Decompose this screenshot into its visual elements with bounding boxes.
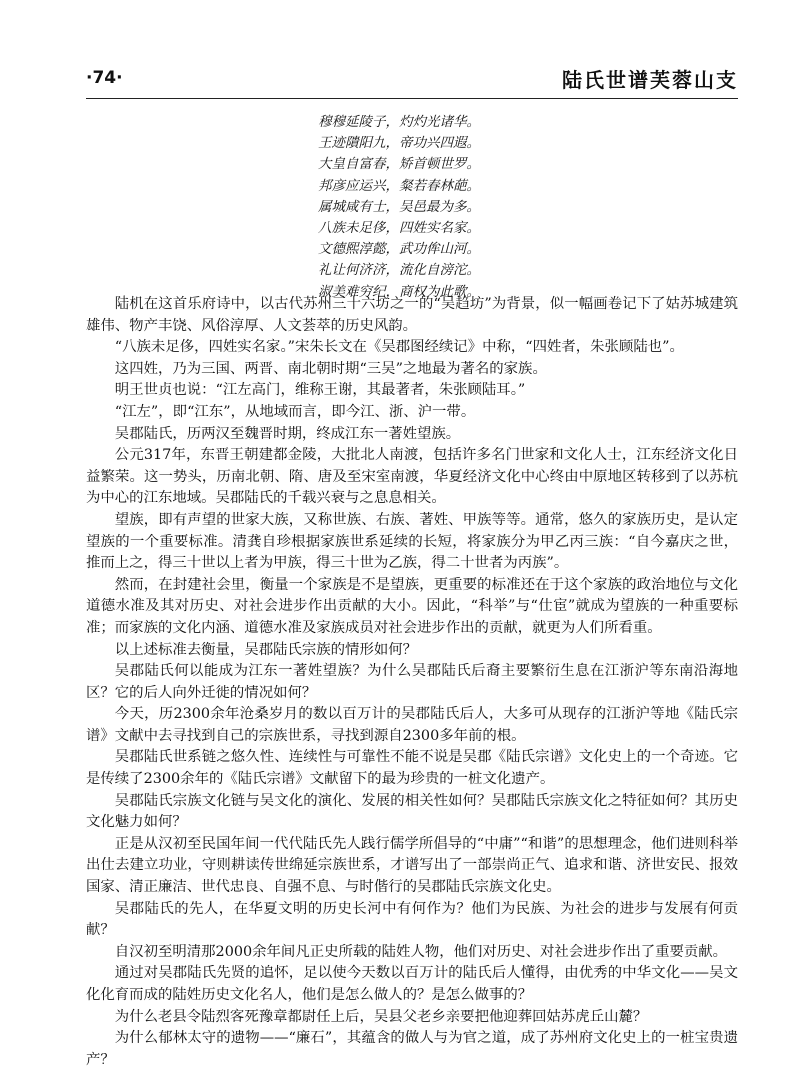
paragraph: 公元317年，东晋王朝建都金陵，大批北人南渡，包括许多名门世家和文化人士，江东经济文化日益繁荣。这一势头，历南北朝、隋、唐及至宋室南渡，华夏经济文化中心终由中原地区转移到了以苏杭为中心的江东地域。吴郡陆氏的千载兴衰与之息息相关。 <box>86 447 738 507</box>
poem-line: 淑美难穷纪，商权为此歌。 <box>318 283 480 300</box>
paragraph: 正是从汉初至民国年间一代代陆氏先人践行儒学所倡导的“中庸”“和谐”的思想理念，他们进则科举出仕去建立功业，守则耕读传世绵延宗族世系，才谱写出了一部崇尚正气、追求和谐、济世安民、报效国家、清正廉洁、世代忠良、自强不息、与时偕行的吴郡陆氏宗族文化史。 <box>86 835 738 896</box>
poem-line: 八族未足侈，四姓实名家。 <box>318 220 480 237</box>
paragraph: 今天，历2300余年沧桑岁月的数以百万计的吴郡陆氏后人，大多可从现存的江浙沪等地《陆氏宗谱》文献中去寻找到自己的宗族世系，寻找到源自2300多年前的根。 <box>86 706 738 744</box>
paragraph: 吴郡陆氏宗族文化链与吴文化的演化、发展的相关性如何？吴郡陆氏宗族文化之特征如何？其历史文化魅力如何？ <box>86 792 738 831</box>
paragraph: 吴郡陆氏的先人，在华夏文明的历史长河中有何作为？他们为民族、为社会的进步与发展有何贡献？ <box>86 900 738 939</box>
poem-line: 礼让何济济，流化自滂沱。 <box>318 262 480 279</box>
paragraph: 通过对吴郡陆氏先贤的追怀，足以使今天数以百万计的陆氏后人懂得，由优秀的中华文化——吴文化化育而成的陆姓历史文化名人，他们是怎么做人的？是怎么做事的？ <box>86 965 738 1003</box>
poem-line: 属城咸有士，吴邑最为多。 <box>318 198 480 215</box>
poem-line: 文德熙淳懿，武功侔山河。 <box>318 241 480 258</box>
paragraph: “八族未足侈，四姓实名家。”宋朱长文在《吴郡图经续记》中称，“四姓者，朱张顾陆也”。 <box>114 339 684 356</box>
poem-line: 邦彦应运兴，粲若春林葩。 <box>318 177 480 194</box>
paragraph: 以上述标准去衡量，吴郡陆氏宗族的情形如何？ <box>114 641 418 658</box>
paragraph: 吴郡陆氏世系链之悠久性、连续性与可靠性不能不说是吴郡《陆氏宗谱》文化史上的一个奇迹。它是传续了2300余年的《陆氏宗谱》文献留下的最为珍贵的一桩文化遗产。 <box>86 749 738 788</box>
page-header <box>86 62 738 99</box>
paragraph: 自汉初至明清那2000余年间凡正史所载的陆姓人物，他们对历史、对社会进步作出了重要贡献。 <box>114 943 728 960</box>
poem-line: 大皇自富春，矫首顿世罗。 <box>318 156 480 173</box>
running-title: 陆氏世谱芙蓉山支 <box>562 68 738 92</box>
paragraph: 然而，在封建社会里，衡量一个家族是不是望族，更重要的标准还在于这个家族的政治地位与文化道德水准及其对历史、对社会进步作出贡献的大小。因此，“科举”与“仕宦”就成为望族的一种重要标准；而家族的文化内涵、道德水准及家族成员对社会进步作出的贡献，就更为人们所看重。 <box>86 576 738 636</box>
poem-line: 穆穆延陵子，灼灼光诸华。 <box>318 114 480 130</box>
paragraph: “江左”，即“江东”，从地域而言，即今江、浙、沪一带。 <box>114 403 476 420</box>
paragraph: 明王世贞也说：“江左高门，维称王谢，其最著者，朱张顾陆耳。” <box>114 382 526 399</box>
page-number: ·74· <box>86 68 123 88</box>
poem <box>318 112 480 303</box>
paragraph: 陆机在这首乐府诗中，以古代苏州三十六坊之一的“吴趋坊”为背景，似一幅画卷记下了姑苏城建筑雄伟、物产丰饶、风俗淳厚、人文荟萃的历史风韵。 <box>86 296 738 334</box>
paragraph: 这四姓，乃为三国、两晋、南北朝时期“三吴”之地最为著名的家族。 <box>114 360 547 377</box>
paragraph: 吴郡陆氏何以能成为江东一著姓望族？为什么吴郡陆氏后裔主要繁衍生息在江浙沪等东南沿海地区？它的后人向外迁徙的情况如何？ <box>86 663 738 701</box>
paragraph: 望族，即有声望的世家大族，又称世族、右族、著姓、甲族等等。通常，悠久的家族历史，是认定望族的一个重要标准。清龚自珍根据家族世系延续的长短，将家族分为甲乙丙三族：“自今嘉庆之世，推而上之，得三十世以上者为甲族，得三十世为乙族，得二十世者为丙族”。 <box>86 511 738 572</box>
body-text <box>86 294 738 1071</box>
paragraph: 为什么老县令陆烈客死豫章都尉任上后，吴县父老乡亲要把他迎葬回姑苏虎丘山麓？ <box>114 1008 648 1025</box>
poem-line: 王迹隤阳九，帝功兴四遐。 <box>318 135 480 152</box>
paragraph: 吴郡陆氏，历两汉至魏晋时期，终成江东一著姓望族。 <box>114 425 461 442</box>
paragraph: 为什么郁林太守的遗物——“廉石”，其蕴含的做人与为官之道，成了苏州府文化史上的一桩宝贵遗产？ <box>86 1030 738 1068</box>
